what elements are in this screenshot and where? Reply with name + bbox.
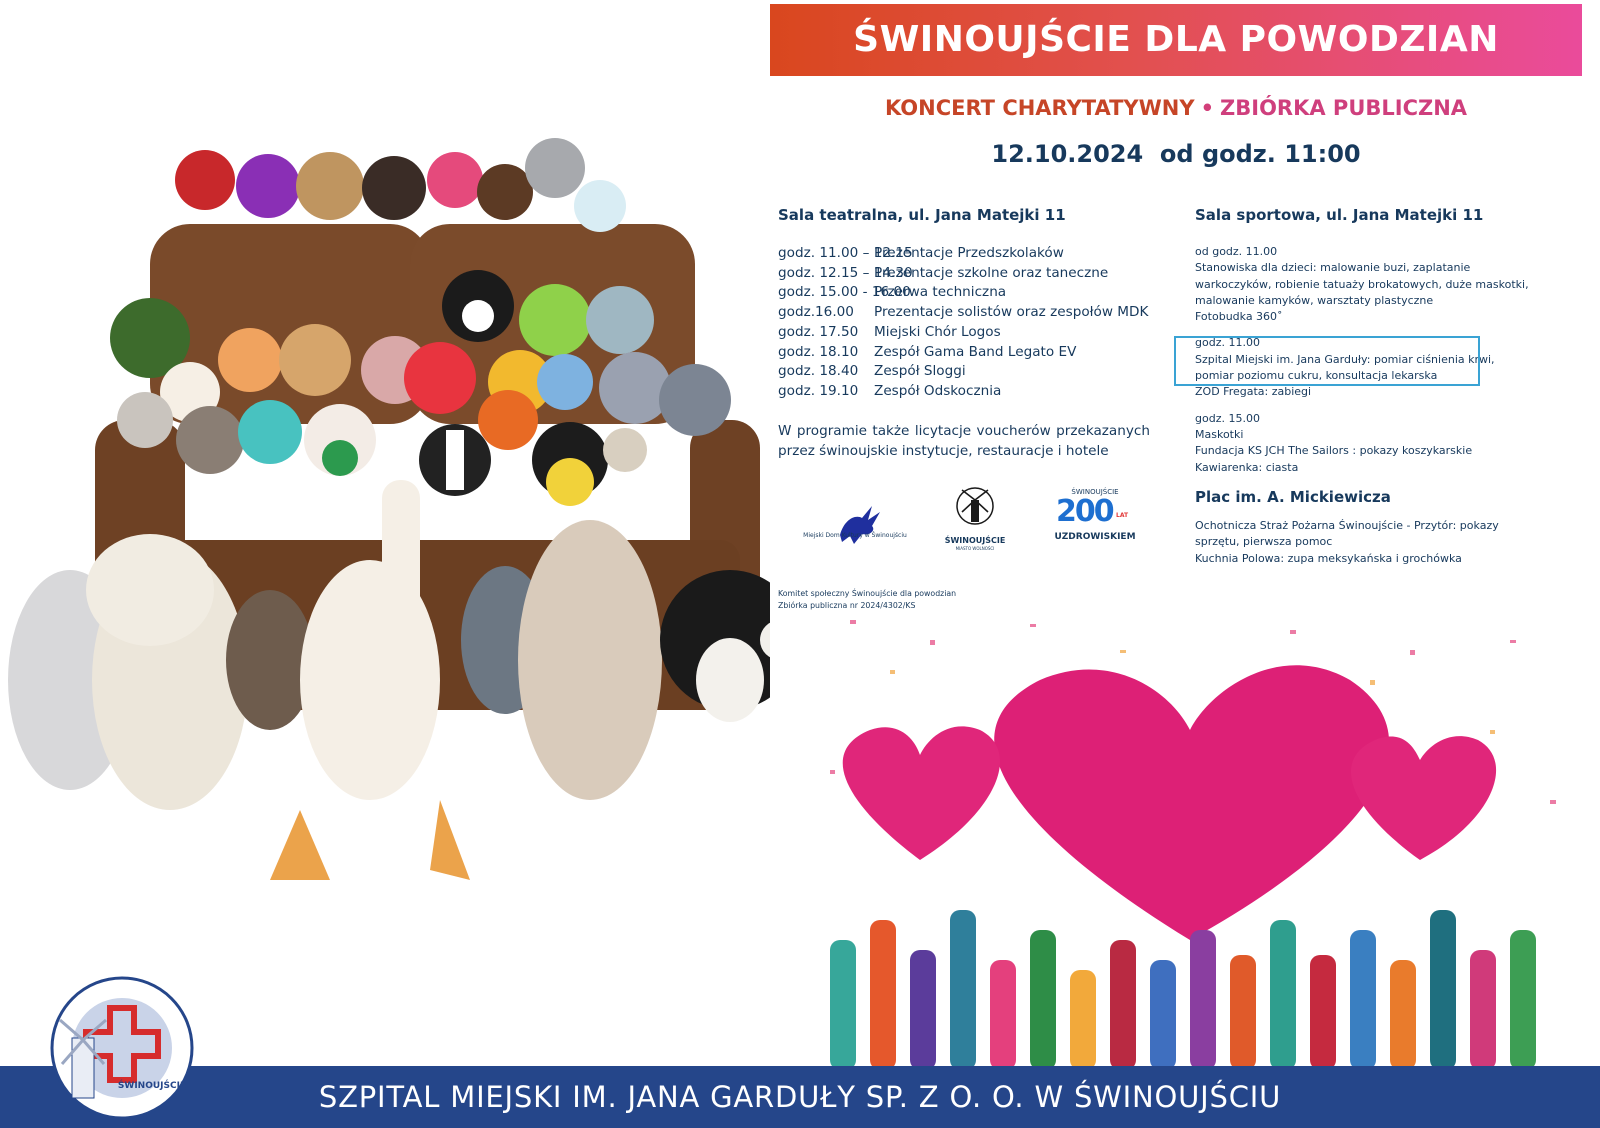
- schedule-row: [778, 283, 1168, 303]
- committee-info: [778, 588, 956, 612]
- schedule-row: [778, 323, 1168, 343]
- square-program: [1195, 518, 1535, 567]
- schedule-row: [778, 244, 1168, 264]
- windmill-logo-icon: [950, 484, 1000, 538]
- schedule-event: Prezentacje szkolne oraz taneczne: [874, 264, 1109, 281]
- hospital-logo-city: ŚWINOUJŚCIE: [117, 1081, 187, 1091]
- program-line: Szpital Miejski im. Jana Garduły: pomiar ciśnienia krwi, pomiar poziomu cukru, konsultacja lekarska: [1195, 352, 1495, 383]
- schedule-row: [778, 303, 1168, 323]
- footer-bar: [0, 1066, 1600, 1128]
- square-title: Plac im. A. Mickiewicza: [1195, 488, 1391, 506]
- right-column-title: Sala sportowa, ul. Jana Matejki 11: [1195, 206, 1484, 224]
- auction-note: W programie także licytacje voucherów przekazanych przez świnoujskie instytucje, restauracje i hotele: [778, 423, 1150, 459]
- schedule-list: [778, 244, 1168, 402]
- sponsor-logos: [803, 488, 1150, 560]
- mdk-logo-label: Miejski Dom Kultury w Świnoujściu: [803, 532, 907, 539]
- footer-hospital-name: SZPITAL MIEJSKI IM. JANA GARDUŁY SP. Z O. O. W ŚWINOUJŚCIU: [318, 1080, 1282, 1114]
- program-block: [1195, 244, 1535, 325]
- program-time: godz. 11.00: [1195, 336, 1260, 350]
- poster-title: ŚWINOUJŚCIE DLA POWODZIAN: [770, 4, 1582, 76]
- program-line: Kawiarenka: ciasta: [1195, 460, 1299, 474]
- program-time: od godz. 11.00: [1195, 245, 1278, 258]
- schedule-event: Zespół Odskocznia: [874, 382, 1002, 399]
- anniversary-number: 200: [1056, 494, 1113, 529]
- highlight-frame: [1174, 336, 1480, 386]
- anniversary-bottom-label: UZDROWISKIEM: [1054, 532, 1136, 542]
- city-logo-sublabel: MIASTO WOLNOŚCI: [955, 546, 995, 551]
- program-time: godz. 15.00: [1195, 411, 1260, 425]
- anniversary-top-label: ŚWINOUJŚCIE: [1071, 488, 1119, 496]
- schedule-time: godz. 18.40: [778, 363, 859, 380]
- schedule-event: Miejski Chór Logos: [874, 323, 1001, 340]
- schedule-time: godz. 11.00 – 12.15: [778, 245, 913, 261]
- schedule-event: Zespół Sloggi: [874, 363, 966, 380]
- program-line: Kuchnia Polowa: zupa meksykańska i grochówka: [1195, 551, 1462, 565]
- schedule-row: [778, 362, 1168, 382]
- subhead-concert: KONCERT CHARYTATYWNY: [884, 96, 1195, 120]
- anniversary-lat: LAT: [1116, 512, 1129, 519]
- schedule-time: godz. 12.15 – 14.30: [778, 264, 913, 281]
- event-poster: [770, 0, 1584, 1068]
- program-line: Fundacja KS JCH The Sailors : pokazy koszykarskie: [1195, 444, 1473, 458]
- subhead-collection: ZBIÓRKA PUBLICZNA: [1220, 96, 1468, 120]
- schedule-time: godz. 17.50: [778, 323, 859, 340]
- program-line: Stanowiska dla dzieci: malowanie buzi, zaplatanie warkoczyków, robienie tatuaży brokatowych, duże maskotki, malowanie kamyków, warsztaty plastyczne: [1195, 261, 1529, 307]
- hospital-logo: [40, 968, 204, 1118]
- committee-line: Komitet społeczny Świnoujście dla powodzian: [778, 589, 957, 598]
- schedule-event: Zespół Gama Band Legato EV: [874, 343, 1077, 360]
- schedule-time: godz.16.00: [778, 304, 854, 321]
- program-line: Fotobudka 360˚: [1195, 310, 1283, 324]
- hearts-and-hands-illustration: [810, 610, 1570, 1068]
- pegasus-logo-icon: [810, 490, 900, 560]
- schedule-time: godz. 19.10: [778, 382, 859, 399]
- schedule-row: [778, 382, 1168, 402]
- city-logo-label: ŚWINOUJŚCIE: [944, 536, 1006, 545]
- anniversary-logo: [1050, 488, 1140, 548]
- poster-subheading: [770, 96, 1582, 120]
- schedule-event: Prezentacje Przedszkolaków: [874, 245, 1064, 261]
- top-row-toys: [175, 138, 626, 232]
- subhead-separator: •: [1200, 96, 1215, 120]
- committee-line: Zbiórka publiczna nr 2024/4302/KS: [778, 601, 916, 610]
- schedule-event: Przerwa techniczna: [874, 284, 1007, 301]
- program-block: [1195, 411, 1535, 476]
- schedule-event: Prezentacje solistów oraz zespołów MDK: [874, 304, 1149, 321]
- schedule-row: [778, 343, 1168, 363]
- program-line: Ochotnicza Straż Pożarna Świnoujście - Przytór: pokazy sprzętu, pierwsza pomoc: [1195, 519, 1499, 549]
- left-column-title: Sala teatralna, ul. Jana Matejki 11: [778, 206, 1066, 224]
- event-date: 12.10.2024 od godz. 11:00: [991, 140, 1361, 168]
- program-line: ZOD Fregata: zabiegi: [1195, 385, 1312, 399]
- program-line: Maskotki: [1195, 427, 1244, 441]
- plush-toys-photo: [0, 120, 913, 920]
- schedule-time: godz. 18.10: [778, 343, 859, 360]
- schedule-time: godz. 15.00 - 16.00: [778, 284, 911, 301]
- schedule-row: [778, 264, 1168, 284]
